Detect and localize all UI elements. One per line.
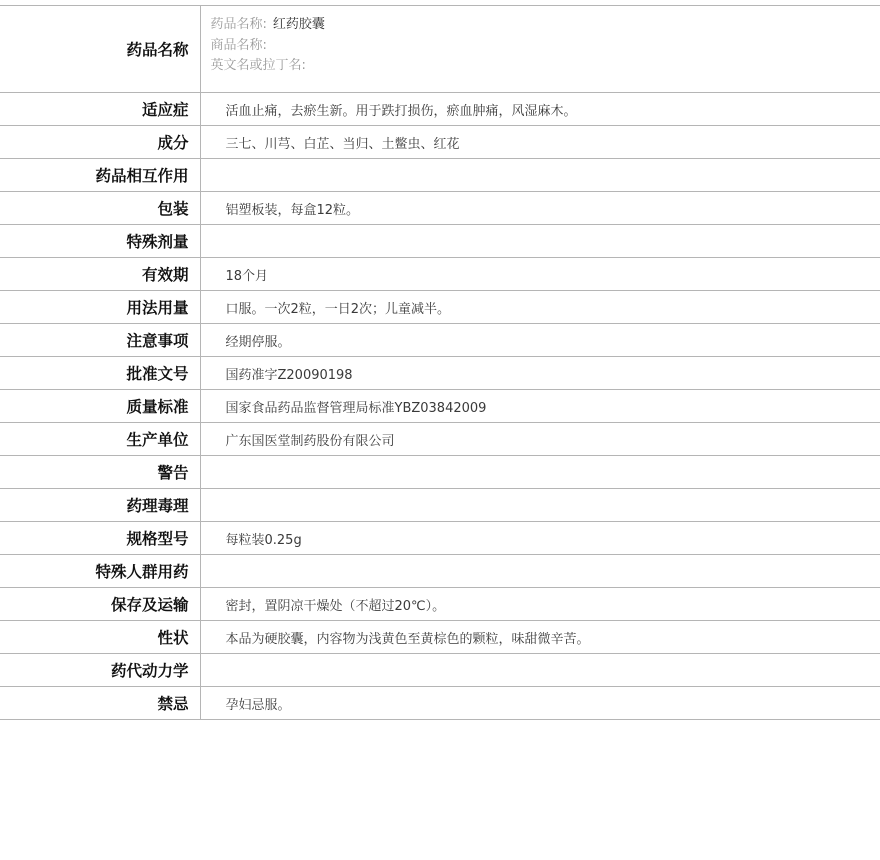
trade-name-key: 商品名称:: [210, 37, 267, 53]
row-approval-number: [0, 357, 880, 390]
row-contraindications: [0, 687, 880, 720]
row-label: 质量标准: [0, 390, 200, 423]
row-specification: [0, 522, 880, 555]
row-product-names: [0, 6, 880, 93]
row-value: 本品为硬胶囊，内容物为浅黄色至黄棕色的颗粒，味甜微辛苦。: [200, 621, 880, 654]
row-value: [200, 225, 880, 258]
row-precautions: [0, 324, 880, 357]
row-quality-standard: [0, 390, 880, 423]
generic-name-line: [211, 15, 880, 36]
row-drug-interactions: [0, 159, 880, 192]
row-value: 广东国医堂制药股份有限公司: [200, 423, 880, 456]
row-value: 国药准字Z20090198: [200, 357, 880, 390]
row-value: 每粒装0.25g: [200, 522, 880, 555]
row-label: 药品相互作用: [0, 159, 200, 192]
row-label: 批准文号: [0, 357, 200, 390]
row-label: 保存及运输: [0, 588, 200, 621]
row-indications: [0, 93, 880, 126]
row-value: 国家食品药品监督管理局标准YBZ03842009: [200, 390, 880, 423]
row-pharmacokinetics: [0, 654, 880, 687]
english-name-line: [211, 56, 880, 77]
row-label: 成分: [0, 126, 200, 159]
row-value: [200, 159, 880, 192]
row-label: 包装: [0, 192, 200, 225]
row-label: 用法用量: [0, 291, 200, 324]
generic-name-value: 红药胶囊: [272, 17, 325, 32]
row-shelf-life: [0, 258, 880, 291]
row-value: 口服。一次2粒，一日2次；儿童减半。: [200, 291, 880, 324]
row-value: [200, 456, 880, 489]
row-packaging: [0, 192, 880, 225]
row-label: 特殊人群用药: [0, 555, 200, 588]
row-value: [200, 654, 880, 687]
row-label: 警告: [0, 456, 200, 489]
row-label: 性状: [0, 621, 200, 654]
row-ingredients: [0, 126, 880, 159]
row-label: 有效期: [0, 258, 200, 291]
row-value: 三七、川芎、白芷、当归、土鳖虫、红花: [200, 126, 880, 159]
row-value: [200, 6, 880, 93]
row-value: 经期停服。: [200, 324, 880, 357]
row-description: [0, 621, 880, 654]
generic-name-key: 药品名称:: [210, 17, 267, 32]
row-storage-transport: [0, 588, 880, 621]
row-value: 孕妇忌服。: [200, 687, 880, 720]
row-manufacturer: [0, 423, 880, 456]
row-warnings: [0, 456, 880, 489]
row-label: 药理毒理: [0, 489, 200, 522]
row-special-populations: [0, 555, 880, 588]
row-value: 活血止痛，去瘀生新。用于跌打损伤，瘀血肿痛，风湿麻木。: [200, 93, 880, 126]
drug-spec-table: [0, 5, 880, 720]
row-label: 注意事项: [0, 324, 200, 357]
row-value: [200, 555, 880, 588]
row-special-dosage: [0, 225, 880, 258]
row-value: 密封，置阴凉干燥处（不超过20℃）。: [200, 588, 880, 621]
row-label: 生产单位: [0, 423, 200, 456]
row-label: 药代动力学: [0, 654, 200, 687]
row-label: 药品名称: [0, 6, 200, 93]
row-label: 规格型号: [0, 522, 200, 555]
row-value: [200, 489, 880, 522]
row-value: 铝塑板装，每盒12粒。: [200, 192, 880, 225]
row-label: 特殊剂量: [0, 225, 200, 258]
trade-name-line: [211, 36, 880, 57]
row-dosage: [0, 291, 880, 324]
row-label: 禁忌: [0, 687, 200, 720]
row-value: 18个月: [200, 258, 880, 291]
english-name-key: 英文名或拉丁名:: [210, 58, 306, 73]
row-label: 适应症: [0, 93, 200, 126]
row-pharmacology-toxicology: [0, 489, 880, 522]
